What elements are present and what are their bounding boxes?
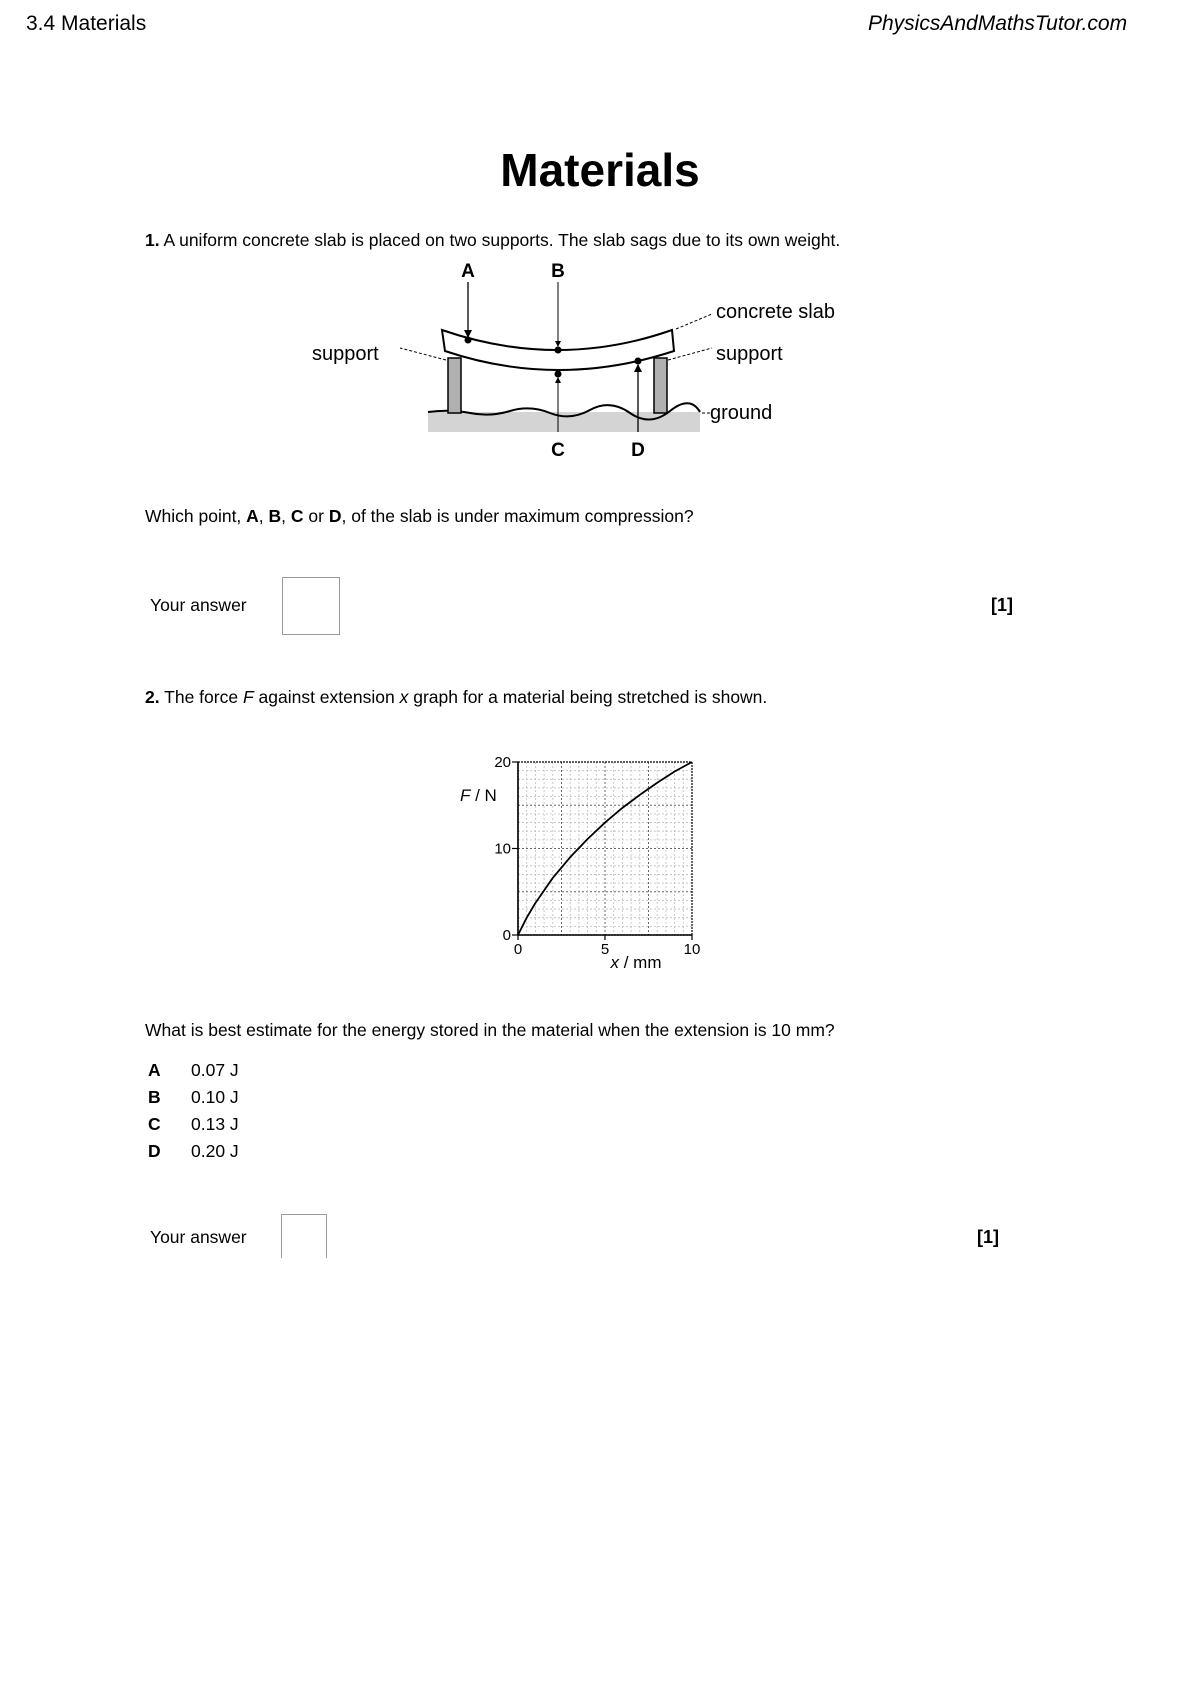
q2-question: What is best estimate for the energy stored in the material when the extension is 10 mm? <box>145 1020 835 1040</box>
point-d <box>635 358 642 365</box>
q1-question: Which point, A, B, C or D, of the slab is under maximum compression? <box>145 506 694 526</box>
page-title: Materials <box>500 144 700 196</box>
q2-statement: 2. The force F against extension x graph for a material being stretched is shown. <box>145 687 768 707</box>
ground-label: ground <box>710 402 773 424</box>
q1-marks: [1] <box>991 595 1013 615</box>
y-tick-label: 10 <box>494 840 511 858</box>
x-tick-label: 5 <box>600 941 610 958</box>
support-right-label: support <box>716 343 783 365</box>
right-support <box>654 358 667 413</box>
q2-your-answer-label: Your answer <box>150 1227 247 1247</box>
left-support <box>448 358 461 413</box>
q1-text: A uniform concrete slab is placed on two supports. The slab sags due to its own weight. <box>163 230 841 250</box>
q1-number: 1. <box>145 230 160 250</box>
ground-area <box>428 412 700 432</box>
support-left-label: support <box>312 343 379 365</box>
slab-diagram <box>300 262 860 472</box>
q1-answer-box[interactable] <box>282 577 340 635</box>
y-axis-label: F / N <box>460 786 497 805</box>
q2-marks: [1] <box>977 1227 999 1247</box>
q1-your-answer-label: Your answer <box>150 595 247 615</box>
q2-number: 2. <box>145 687 160 707</box>
force-extension-chart <box>450 745 720 977</box>
slab-label: concrete slab <box>716 301 835 323</box>
x-tick-label: 0 <box>513 941 523 958</box>
y-tick-label: 0 <box>502 927 511 944</box>
point-b <box>555 347 562 354</box>
page-blank-area <box>0 1258 1200 1696</box>
point-c <box>555 371 562 378</box>
q1-statement <box>145 228 840 252</box>
header-section: 3.4 Materials <box>26 12 147 35</box>
x-tick-label: 10 <box>683 941 701 958</box>
label-a: A <box>461 262 475 282</box>
x-axis-label: x / mm <box>610 953 662 972</box>
label-c: C <box>551 440 565 461</box>
header-site: PhysicsAndMathsTutor.com <box>868 12 1128 35</box>
label-b: B <box>551 262 565 282</box>
label-d: D <box>631 440 645 461</box>
y-tick-label: 20 <box>494 754 511 771</box>
